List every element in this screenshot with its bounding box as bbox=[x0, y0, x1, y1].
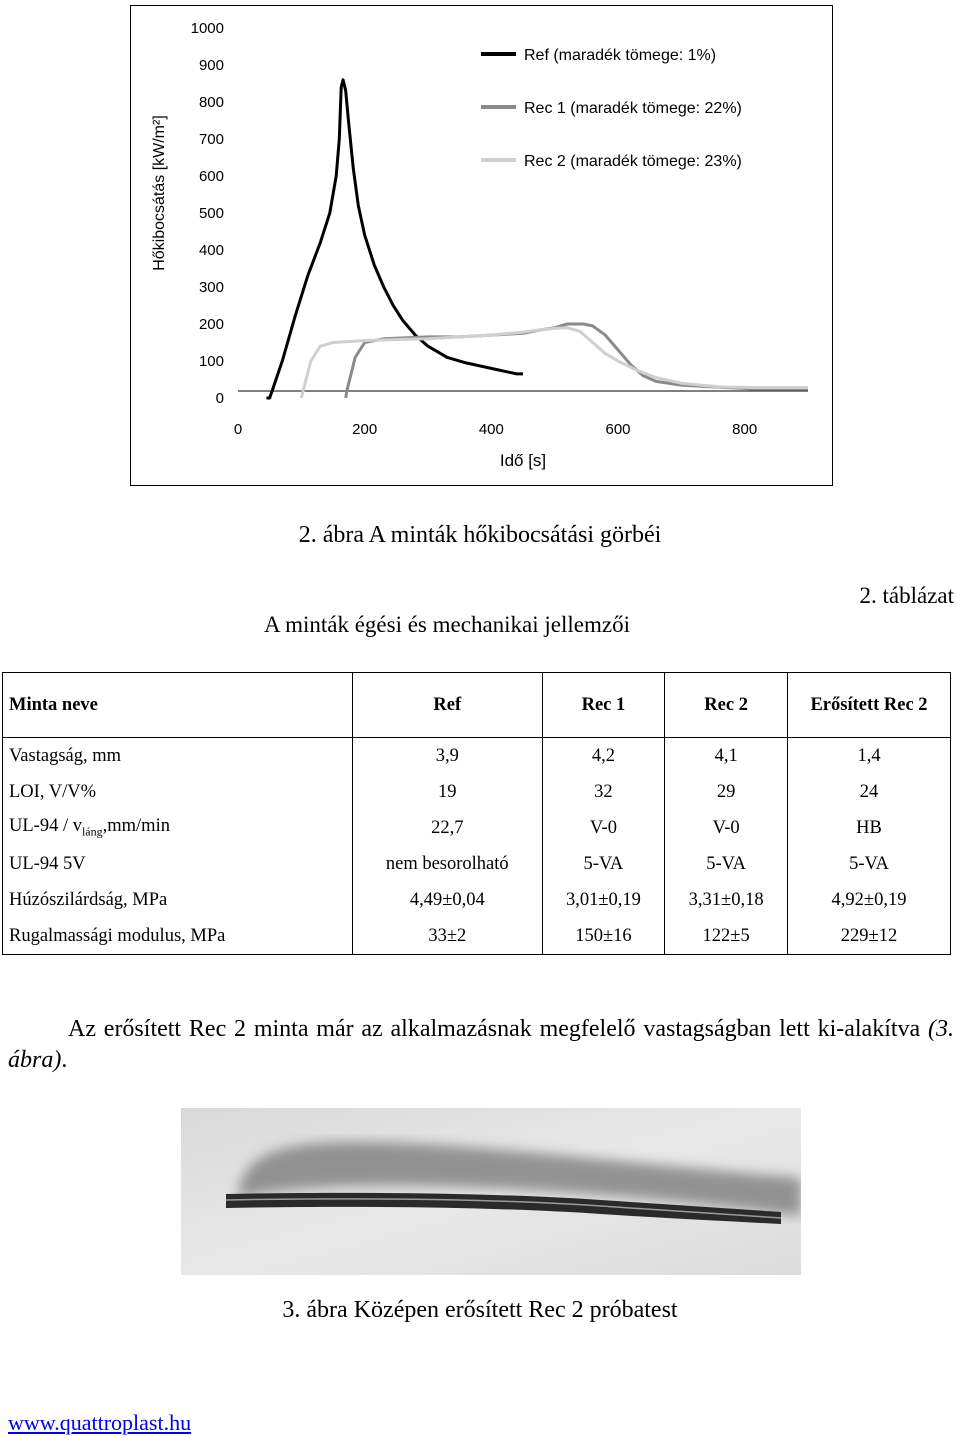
table-title: A minták égési és mechanikai jellemzői bbox=[264, 612, 630, 637]
heat-release-chart bbox=[130, 5, 833, 486]
table-cell: 5-VA bbox=[542, 846, 665, 882]
table-number: 2. táblázat bbox=[859, 583, 954, 608]
table-cell: 3,31±0,18 bbox=[665, 882, 788, 918]
table-cell: 150±16 bbox=[542, 918, 665, 955]
y-tick-label: 800 bbox=[198, 94, 224, 111]
table-row bbox=[3, 774, 951, 810]
table-cell: V-0 bbox=[665, 810, 788, 846]
table-cell: 19 bbox=[353, 774, 543, 810]
series-line bbox=[301, 328, 808, 398]
table-cell: V-0 bbox=[542, 810, 665, 846]
table-row bbox=[3, 918, 951, 955]
table-cell: 229±12 bbox=[788, 918, 951, 955]
body-paragraph bbox=[8, 1014, 954, 1076]
figure-reference: (3. ábra) bbox=[8, 1016, 954, 1073]
specimen-photo bbox=[181, 1108, 801, 1275]
table-row bbox=[3, 810, 951, 846]
y-tick-label: 200 bbox=[198, 316, 224, 333]
table-row bbox=[3, 882, 951, 918]
table-cell: 4,49±0,04 bbox=[353, 882, 543, 918]
table-cell: 24 bbox=[788, 774, 951, 810]
y-tick-label: 500 bbox=[198, 205, 224, 222]
row-label: UL-94 5V bbox=[3, 846, 353, 882]
table-header-cell: Rec 2 bbox=[665, 673, 788, 738]
table-cell: HB bbox=[788, 810, 951, 846]
table-cell: nem besorolható bbox=[353, 846, 543, 882]
y-tick-label: 300 bbox=[198, 279, 224, 296]
table-cell: 32 bbox=[542, 774, 665, 810]
properties-table bbox=[2, 672, 951, 955]
table-cell: 3,9 bbox=[353, 738, 543, 775]
row-label: $UL-94 / v_{láng},mm/\min$ bbox=[3, 810, 353, 846]
table-row bbox=[3, 846, 951, 882]
y-tick-label: 600 bbox=[198, 168, 224, 185]
table-cell: 22,7 bbox=[353, 810, 543, 846]
specimen-photo-svg bbox=[181, 1108, 801, 1275]
legend-label: Ref (maradék tömege: 1%) bbox=[524, 47, 717, 64]
x-tick-label: 0 bbox=[233, 421, 243, 438]
table-header-cell: Minta neve bbox=[3, 673, 353, 738]
figure3-caption: 3. ábra Középen erősített Rec 2 próbatest bbox=[282, 1297, 678, 1323]
table-cell: 5-VA bbox=[788, 846, 951, 882]
legend-label: Rec 1 (maradék tömege: 22%) bbox=[524, 100, 742, 117]
table-row bbox=[3, 738, 951, 775]
table-cell: 4,1 bbox=[665, 738, 788, 775]
y-tick-label: 0 bbox=[215, 390, 224, 407]
y-tick-label: 400 bbox=[198, 242, 224, 259]
table-header-cell: Erősített Rec 2 bbox=[788, 673, 951, 738]
row-label: Húzószilárdság, MPa bbox=[3, 882, 353, 918]
table-header-cell: Ref bbox=[353, 673, 543, 738]
table-cell: 29 bbox=[665, 774, 788, 810]
table-cell: 122±5 bbox=[665, 918, 788, 955]
table-cell: 4,2 bbox=[542, 738, 665, 775]
row-label: Rugalmassági modulus, MPa bbox=[3, 918, 353, 955]
legend-label: Rec 2 (maradék tömege: 23%) bbox=[524, 153, 742, 170]
row-label: Vastagság, mm bbox=[3, 738, 353, 775]
row-label: LOI, V/V% bbox=[3, 774, 353, 810]
chart-svg bbox=[131, 6, 831, 484]
x-tick-label: 800 bbox=[732, 421, 758, 438]
y-tick-label: 100 bbox=[198, 353, 224, 370]
paragraph-text: Az erősített Rec 2 minta már az alkalmazásnak megfelelő vastagságban lett ki-alakítva bbox=[68, 1016, 928, 1042]
y-tick-label: 1000 bbox=[190, 20, 224, 37]
y-tick-label: 700 bbox=[198, 131, 224, 148]
x-tick-label: 600 bbox=[605, 421, 631, 438]
table-cell: 33±2 bbox=[353, 918, 543, 955]
table-header-cell: Rec 1 bbox=[542, 673, 665, 738]
website-link[interactable]: www.quattroplast.hu bbox=[8, 1410, 192, 1435]
paragraph-end: . bbox=[61, 1047, 68, 1073]
y-axis-label: Hőkibocsátás [kW/m²] bbox=[151, 115, 168, 271]
figure2-caption: 2. ábra A minták hőkibocsátási görbéi bbox=[298, 522, 662, 548]
table-cell: 3,01±0,19 bbox=[542, 882, 665, 918]
table-cell: 4,92±0,19 bbox=[788, 882, 951, 918]
x-tick-label: 200 bbox=[352, 421, 378, 438]
series-line bbox=[267, 80, 524, 398]
x-axis-label: Idő [s] bbox=[499, 451, 547, 470]
table-header-row bbox=[3, 673, 951, 738]
y-tick-label: 900 bbox=[198, 57, 224, 74]
table-cell: 5-VA bbox=[665, 846, 788, 882]
x-tick-label: 400 bbox=[478, 421, 504, 438]
table-cell: 1,4 bbox=[788, 738, 951, 775]
